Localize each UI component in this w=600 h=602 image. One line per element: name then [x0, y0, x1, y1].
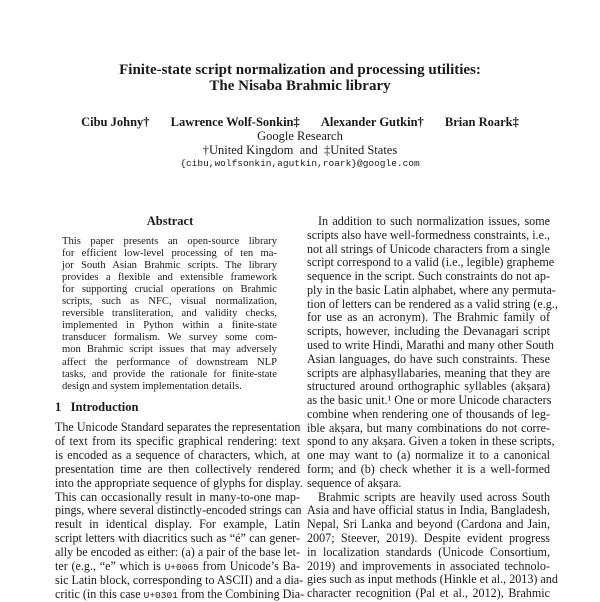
text-line: scripts, such as NFC, visual normalization, — [62, 296, 277, 308]
text-line: Brahmic scripts are heavily used across South — [318, 489, 550, 504]
text-line: of text from its specific graphical rendering: text — [55, 433, 300, 448]
text-line: Asian languages, do have such constraints. These — [307, 351, 550, 366]
text-line: sic Latin block, corresponding to ASCII) and a dia- — [55, 572, 304, 587]
author: Lawrence Wolf-Sonkin‡ — [170, 115, 300, 129]
text-line: jor South Asian Brahmic scripts. The library — [62, 260, 277, 272]
section-heading-introduction: 1 Introduction — [55, 400, 139, 414]
text-line: spond to any akṣara. Given a token in these scripts, — [307, 434, 555, 449]
text-line: script correspond to a valid (i.e., legible) grapheme — [307, 255, 555, 270]
text-line: for supporting crucial operations on Brahmic — [62, 284, 277, 296]
code-point: U+0301 — [143, 589, 178, 601]
text-line: gies such as input methods (Hinkle et al., 2013) and — [307, 572, 558, 587]
text-line: scripts, however, including the Devanagari script — [307, 324, 550, 339]
text-line: The Unicode Standard separates the representation — [55, 420, 301, 434]
text-line: in localization standards (Unicode Consortium, — [307, 544, 550, 559]
text-line: This can occasionally result in many-to-one map- — [55, 489, 300, 504]
author: Cibu Johny† — [81, 115, 150, 129]
text-line: tion of letters can be rendered as a valid string (e.g., — [307, 296, 558, 311]
author-list — [0, 115, 600, 130]
text-line: sequence in the script. Such constraints do not ap- — [307, 269, 550, 284]
affiliation: Google Research — [257, 129, 343, 143]
paper-title-line-1: Finite-state script normalization and processing utilities: — [119, 62, 481, 78]
author: Brian Roark‡ — [444, 115, 519, 129]
text-line: critic (in this case U+0301 from the Combining Dia- — [55, 586, 305, 601]
text-line: 2019) and improvements in associated technolo- — [307, 558, 550, 573]
abstract-heading: Abstract — [146, 214, 194, 228]
email: {cibu,wolfsonkin,agutkin,roark}@google.com — [180, 158, 420, 169]
text-line: for efficient low-level processing of ten ma- — [62, 248, 277, 260]
text-line: implemented in Python within a finite-state — [62, 320, 277, 332]
text-line: transducer formalism. We survey some com- — [62, 332, 277, 344]
text-line: ible akṣara, but many combinations do not corre- — [307, 420, 550, 435]
text-line: Nepal, Sri Lanka and beyond (Cardona and Jain, — [307, 517, 550, 532]
text-line: design and system implementation details. — [62, 380, 242, 392]
text-line: scripts also have well-formedness constraints, i.e., — [307, 227, 550, 242]
text-line: presentation time are then collectively rendered — [55, 461, 300, 476]
locations: †United Kingdom and ‡United States — [202, 143, 398, 157]
text-line: as the basic unit.¹ One or more Unicode characters — [307, 393, 552, 408]
text-line: structured around orthographic syllables (akṣara) — [307, 379, 550, 394]
text-line: one may want to (a) normalize it to a canonical — [307, 448, 550, 463]
text-line: result in identical display. For example, Latin — [55, 517, 300, 532]
text-line: ter (e.g., “e” which is U+0065 from Unicode’s Ba- — [55, 559, 300, 573]
text-line: not all strings of Unicode characters from a single — [307, 241, 550, 256]
text-line: reversible transliteration, and validity checks, — [62, 308, 277, 320]
text-line: affect the performance of downstream NLP — [62, 356, 277, 368]
text-line: mon Brahmic script issues that may adversely — [62, 344, 277, 356]
text-line: sequence of akṣara. — [307, 475, 402, 490]
text-line: pings, where several distinctly-encoded strings can — [55, 503, 302, 518]
text-line: form; and (b) check whether it is a well-formed — [307, 462, 550, 477]
text-line: is encoded as a sequence of characters, which, at — [55, 447, 300, 462]
text-line: This paper presents an open-source library — [62, 236, 277, 247]
text-line: ally be encoded as either: (a) a pair of the base let- — [55, 545, 300, 560]
text-line: character recognition (Pal et al., 2012), Brahmic — [307, 586, 550, 601]
paper-title-line-2: The Nisaba Brahmic library — [209, 78, 391, 94]
text-line: provides a flexible and extensible framework — [62, 272, 277, 284]
text-line: scripts are alphasyllabaries, meaning that they are — [307, 365, 550, 380]
text-line: Asia and have official status in India, Bangladesh, — [307, 503, 550, 518]
text-line: used to write Hindi, Marathi and many other South — [307, 338, 554, 353]
text-line: In addition to such normalization issues, some — [318, 214, 550, 228]
author: Alexander Gutkin† — [320, 115, 424, 129]
text-line: combine when rendering one of thousands of leg- — [307, 406, 550, 421]
code-point: U+0065 — [164, 562, 199, 573]
text-line: tasks, and provide the rationale for finite-state — [62, 368, 277, 380]
text-line: into the appropriate sequence of glyphs for display. — [55, 475, 303, 490]
text-line: for use as an acronym). The Brahmic family of — [307, 310, 550, 325]
text-line: ply in the basic Latin alphabet, where any permuta- — [307, 282, 556, 297]
text-line: 2007; Steever, 2019). Despite evident progress — [307, 530, 550, 545]
text-line: script letters with diacritics such as “é” can gener- — [55, 531, 300, 546]
